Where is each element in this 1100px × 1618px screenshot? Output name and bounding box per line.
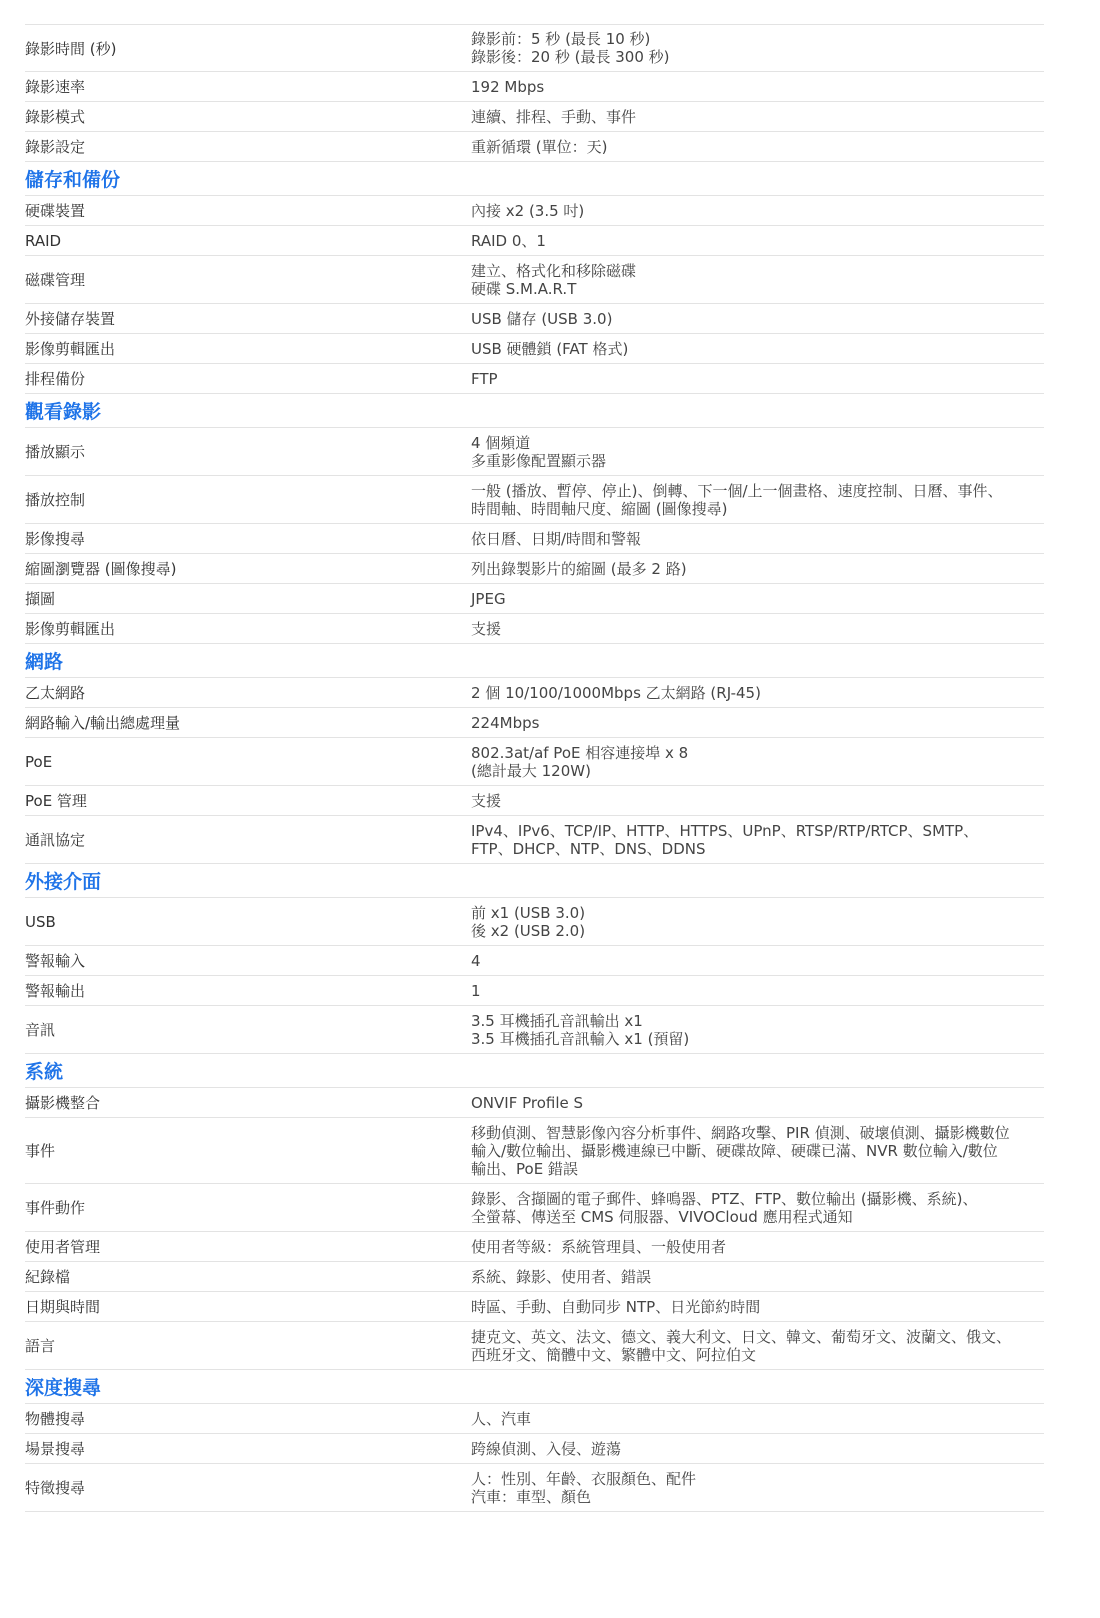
spec-value-line: 前 x1 (USB 3.0)	[471, 903, 586, 922]
spec-value-line: 一般 (播放、暫停、停止)、倒轉、下一個/上一個畫格、速度控制、日曆、事件、	[471, 481, 1003, 500]
spec-label: 磁碟管理	[25, 271, 86, 289]
spec-row	[25, 304, 1044, 334]
spec-label: 播放顯示	[25, 443, 86, 461]
spec-value-line: 系統、錄影、使用者、錯誤	[471, 1267, 652, 1286]
spec-value	[471, 946, 1044, 976]
spec-row	[25, 1184, 1044, 1232]
spec-value	[471, 476, 1044, 524]
section-heading	[25, 162, 1044, 196]
spec-row	[25, 614, 1044, 644]
spec-row	[25, 1464, 1044, 1512]
spec-value-line: 多重影像配置顯示器	[471, 451, 607, 470]
spec-row	[25, 816, 1044, 864]
spec-value	[471, 1464, 1044, 1512]
spec-row	[25, 898, 1044, 946]
spec-value-line: 重新循環 (單位：天)	[471, 137, 608, 156]
spec-value-line: 全螢幕、傳送至 CMS 伺服器、VIVOCloud 應用程式通知	[471, 1207, 853, 1226]
spec-value	[471, 196, 1044, 226]
spec-value-line: 支援	[471, 619, 502, 638]
spec-row	[25, 976, 1044, 1006]
spec-value	[471, 1118, 1044, 1184]
spec-row	[25, 334, 1044, 364]
spec-value	[471, 1292, 1044, 1322]
section-title: 網路	[25, 651, 64, 673]
spec-label: PoE 管理	[25, 792, 87, 810]
spec-value-line: 錄影前：5 秒 (最長 10 秒)	[471, 30, 651, 48]
spec-label: 使用者管理	[25, 1238, 101, 1256]
spec-value-line: 跨線偵測、入侵、遊蕩	[471, 1439, 622, 1458]
spec-label: 錄影模式	[25, 108, 86, 126]
spec-value-line: 2 個 10/100/1000Mbps 乙太網路 (RJ-45)	[471, 683, 761, 702]
spec-value-line: 連續、排程、手動、事件	[471, 107, 637, 126]
section-title: 儲存和備份	[25, 169, 121, 191]
spec-value-line: 人：性別、年齡、衣服顏色、配件	[471, 1469, 697, 1488]
spec-value-line: 使用者等級：系統管理員、一般使用者	[471, 1237, 727, 1256]
spec-value	[471, 1404, 1044, 1434]
spec-value-line: USB 硬體鎖 (FAT 格式)	[471, 339, 629, 358]
spec-value	[471, 614, 1044, 644]
spec-row	[25, 584, 1044, 614]
spec-value	[471, 1262, 1044, 1292]
spec-value	[471, 816, 1044, 864]
spec-label: 日期與時間	[25, 1298, 101, 1316]
spec-label: 外接儲存裝置	[25, 310, 116, 328]
spec-value-line: JPEG	[471, 589, 506, 608]
spec-label: PoE	[25, 752, 53, 771]
spec-value-line: FTP	[471, 369, 498, 388]
spec-row	[25, 24, 1044, 72]
spec-value-line: 依日曆、日期/時間和警報	[471, 529, 642, 548]
spec-row	[25, 1232, 1044, 1262]
spec-label: 錄影時間 (秒)	[25, 39, 117, 58]
section-heading	[25, 1054, 1044, 1088]
spec-row	[25, 1292, 1044, 1322]
spec-value-line: 後 x2 (USB 2.0)	[471, 921, 586, 940]
spec-value	[471, 786, 1044, 816]
spec-value-line: 輸出、PoE 錯誤	[471, 1159, 578, 1178]
spec-row	[25, 364, 1044, 394]
spec-label: 警報輸出	[25, 982, 86, 1000]
spec-value	[471, 898, 1044, 946]
spec-row	[25, 196, 1044, 226]
spec-value	[471, 584, 1044, 614]
spec-row	[25, 708, 1044, 738]
spec-value	[471, 1434, 1044, 1464]
spec-value-line: 3.5 耳機插孔音訊輸入 x1 (預留)	[471, 1029, 690, 1048]
spec-value-line: FTP、DHCP、NTP、DNS、DDNS	[471, 839, 706, 858]
spec-value	[471, 256, 1044, 304]
spec-label: 攝影機整合	[25, 1094, 101, 1112]
spec-label: 錄影設定	[25, 138, 86, 156]
section-title: 觀看錄影	[25, 401, 102, 423]
spec-value	[471, 976, 1044, 1006]
spec-row	[25, 524, 1044, 554]
spec-label: 擷圖	[25, 590, 56, 608]
spec-value-line: 列出錄製影片的縮圖 (最多 2 路)	[471, 559, 687, 578]
spec-row	[25, 428, 1044, 476]
spec-value	[471, 24, 1044, 72]
spec-row	[25, 678, 1044, 708]
spec-row	[25, 1006, 1044, 1054]
section-title: 外接介面	[25, 871, 102, 893]
spec-row	[25, 554, 1044, 584]
spec-row	[25, 256, 1044, 304]
spec-row	[25, 1322, 1044, 1370]
spec-label: 事件	[25, 1142, 56, 1160]
spec-label: 硬碟裝置	[25, 202, 86, 220]
spec-row	[25, 1404, 1044, 1434]
spec-label: 場景搜尋	[25, 1440, 86, 1458]
spec-value-line: 時間軸、時間軸尺度、縮圖 (圖像搜尋)	[471, 499, 728, 518]
spec-label: 物體搜尋	[25, 1410, 86, 1428]
spec-label: 特徵搜尋	[25, 1479, 86, 1497]
spec-value-line: USB 儲存 (USB 3.0)	[471, 309, 613, 328]
spec-value-line: 192 Mbps	[471, 77, 545, 96]
spec-row	[25, 1118, 1044, 1184]
spec-value-line: 802.3at/af PoE 相容連接埠 x 8	[471, 743, 689, 762]
spec-value	[471, 1006, 1044, 1054]
spec-value	[471, 1232, 1044, 1262]
spec-value-line: (總計最大 120W)	[471, 761, 591, 780]
spec-value	[471, 1184, 1044, 1232]
spec-value	[471, 226, 1044, 256]
spec-label: 網路輸入/輸出總處理量	[25, 714, 181, 732]
spec-value-line: 3.5 耳機插孔音訊輸出 x1	[471, 1011, 643, 1030]
spec-value	[471, 72, 1044, 102]
spec-label: 影像剪輯匯出	[25, 340, 116, 358]
spec-value-line: 錄影、含擷圖的電子郵件、蜂鳴器、PTZ、FTP、數位輸出 (攝影機、系統)、	[471, 1189, 978, 1208]
spec-value	[471, 738, 1044, 786]
spec-value-line: 內接 x2 (3.5 吋)	[471, 201, 585, 220]
spec-table	[25, 24, 1044, 1512]
spec-value-line: 人、汽車	[471, 1409, 532, 1428]
section-heading	[25, 394, 1044, 428]
spec-value	[471, 554, 1044, 584]
spec-label: 影像剪輯匯出	[25, 620, 116, 638]
spec-value	[471, 524, 1044, 554]
spec-value	[471, 678, 1044, 708]
spec-value	[471, 1322, 1044, 1370]
spec-value	[471, 132, 1044, 162]
section-heading	[25, 864, 1044, 898]
section-title: 深度搜尋	[25, 1377, 102, 1399]
spec-row	[25, 946, 1044, 976]
spec-label: 通訊協定	[25, 831, 86, 849]
spec-value-line: ONVIF Profile S	[471, 1093, 584, 1112]
spec-row	[25, 72, 1044, 102]
spec-row	[25, 1262, 1044, 1292]
spec-value-line: 汽車：車型、顏色	[471, 1487, 592, 1506]
spec-value-line: 硬碟 S.M.A.R.T	[471, 279, 577, 298]
spec-row	[25, 786, 1044, 816]
spec-value-line: 西班牙文、簡體中文、繁體中文、阿拉伯文	[471, 1345, 757, 1364]
spec-value-line: 1	[471, 981, 481, 1000]
spec-row	[25, 738, 1044, 786]
spec-label: RAID	[25, 231, 62, 250]
section-heading	[25, 1370, 1044, 1404]
spec-row	[25, 476, 1044, 524]
spec-label: 警報輸入	[25, 952, 86, 970]
spec-value-line: RAID 0、1	[471, 231, 546, 250]
spec-label: USB	[25, 912, 56, 931]
spec-value	[471, 334, 1044, 364]
spec-row	[25, 1088, 1044, 1118]
section-heading	[25, 644, 1044, 678]
spec-value-line: 建立、格式化和移除磁碟	[471, 261, 637, 280]
spec-value	[471, 428, 1044, 476]
spec-label: 語言	[25, 1337, 56, 1355]
spec-label: 影像搜尋	[25, 530, 86, 548]
section-title: 系統	[25, 1061, 64, 1083]
spec-label: 音訊	[25, 1021, 56, 1039]
spec-value	[471, 304, 1044, 334]
spec-label: 縮圖瀏覽器 (圖像搜尋)	[25, 560, 177, 578]
spec-value-line: 錄影後：20 秒 (最長 300 秒)	[471, 48, 670, 66]
spec-value	[471, 102, 1044, 132]
spec-row	[25, 1434, 1044, 1464]
spec-label: 排程備份	[25, 370, 86, 388]
spec-label: 錄影速率	[25, 78, 86, 96]
spec-value	[471, 1088, 1044, 1118]
spec-row	[25, 132, 1044, 162]
spec-value	[471, 708, 1044, 738]
spec-value-line: 224Mbps	[471, 713, 540, 732]
spec-value-line: 移動偵測、智慧影像內容分析事件、網路攻擊、PIR 偵測、破壞偵測、攝影機數位	[471, 1123, 1010, 1142]
spec-value-line: 捷克文、英文、法文、德文、義大利文、日文、韓文、葡萄牙文、波蘭文、俄文、	[471, 1327, 1012, 1346]
spec-row	[25, 102, 1044, 132]
spec-value-line: 輸入/數位輸出、攝影機連線已中斷、硬碟故障、硬碟已滿、NVR 數位輸入/數位	[471, 1141, 998, 1160]
spec-label: 事件動作	[25, 1199, 86, 1217]
spec-label: 紀錄檔	[25, 1268, 71, 1286]
spec-value-line: IPv4、IPv6、TCP/IP、HTTP、HTTPS、UPnP、RTSP/RTP/RTCP、SMTP、	[471, 821, 979, 840]
spec-value-line: 時區、手動、自動同步 NTP、日光節約時間	[471, 1297, 761, 1316]
spec-label: 播放控制	[25, 491, 86, 509]
spec-label: 乙太網路	[25, 684, 86, 702]
spec-value-line: 4 個頻道	[471, 433, 531, 452]
spec-value	[471, 364, 1044, 394]
spec-row	[25, 226, 1044, 256]
spec-value-line: 4	[471, 951, 481, 970]
spec-value-line: 支援	[471, 791, 502, 810]
